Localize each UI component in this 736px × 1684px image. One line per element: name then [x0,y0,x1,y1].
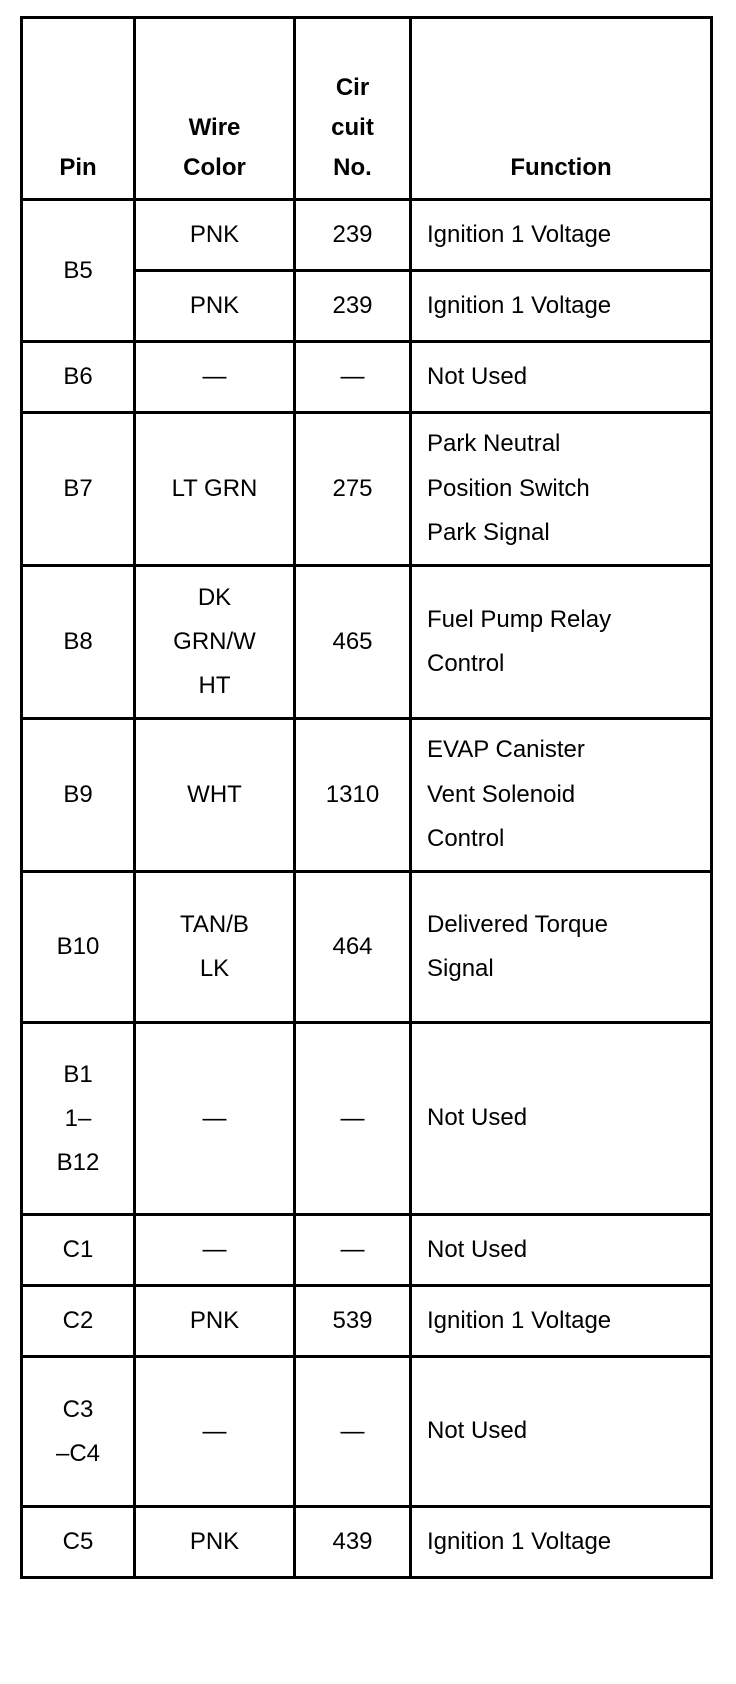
pin-cell: C2 [22,1286,135,1357]
connector-pinout-sheet [20,16,710,1579]
table-row [22,1023,712,1215]
function-cell: Not Used [411,342,712,413]
wire-color-cell: WHT [135,719,295,872]
circuit-cell: — [295,1215,411,1286]
pin-cell: B8 [22,566,135,719]
wire-color-cell: PNK [135,1286,295,1357]
pin-cell: B6 [22,342,135,413]
circuit-cell: — [295,1357,411,1507]
pin-cell: B9 [22,719,135,872]
table-row [22,342,712,413]
wire-color-cell: — [135,342,295,413]
function-cell: Not Used [411,1023,712,1215]
wire-color-cell: TAN/B LK [135,872,295,1023]
wire-color-cell: PNK [135,271,295,342]
table-row [22,413,712,566]
table-row [22,566,712,719]
table-row [22,872,712,1023]
wire-color-cell: — [135,1023,295,1215]
function-cell: Fuel Pump Relay Control [411,566,712,719]
circuit-cell: 539 [295,1286,411,1357]
function-cell: Not Used [411,1357,712,1507]
table-row [22,1215,712,1286]
function-cell: Ignition 1 Voltage [411,200,712,271]
table-row [22,1507,712,1578]
header-row [22,18,712,200]
circuit-cell: 275 [295,413,411,566]
circuit-cell: 439 [295,1507,411,1578]
circuit-cell: — [295,1023,411,1215]
wire-color-cell: — [135,1357,295,1507]
header-circuit-no: Cir cuit No. [295,18,411,200]
header-function: Function [411,18,712,200]
header-wire-color: Wire Color [135,18,295,200]
circuit-cell: 1310 [295,719,411,872]
header-pin: Pin [22,18,135,200]
pinout-table [20,16,713,1579]
table-row [22,200,712,271]
table-row [22,719,712,872]
pin-cell: C5 [22,1507,135,1578]
table-row [22,1357,712,1507]
function-cell: Ignition 1 Voltage [411,271,712,342]
pin-cell: C1 [22,1215,135,1286]
pin-cell: B5 [22,200,135,342]
pin-cell: B7 [22,413,135,566]
wire-color-cell: PNK [135,200,295,271]
circuit-cell: 465 [295,566,411,719]
function-cell: EVAP Canister Vent Solenoid Control [411,719,712,872]
circuit-cell: — [295,342,411,413]
wire-color-cell: — [135,1215,295,1286]
circuit-cell: 239 [295,200,411,271]
wire-color-cell: PNK [135,1507,295,1578]
function-cell: Ignition 1 Voltage [411,1507,712,1578]
circuit-cell: 464 [295,872,411,1023]
function-cell: Delivered Torque Signal [411,872,712,1023]
function-cell: Park Neutral Position Switch Park Signal [411,413,712,566]
pin-cell: B10 [22,872,135,1023]
circuit-cell: 239 [295,271,411,342]
function-cell: Not Used [411,1215,712,1286]
table-row [22,1286,712,1357]
wire-color-cell: DK GRN/W HT [135,566,295,719]
wire-color-cell: LT GRN [135,413,295,566]
pin-cell: B1 1– B12 [22,1023,135,1215]
pin-cell: C3 –C4 [22,1357,135,1507]
function-cell: Ignition 1 Voltage [411,1286,712,1357]
